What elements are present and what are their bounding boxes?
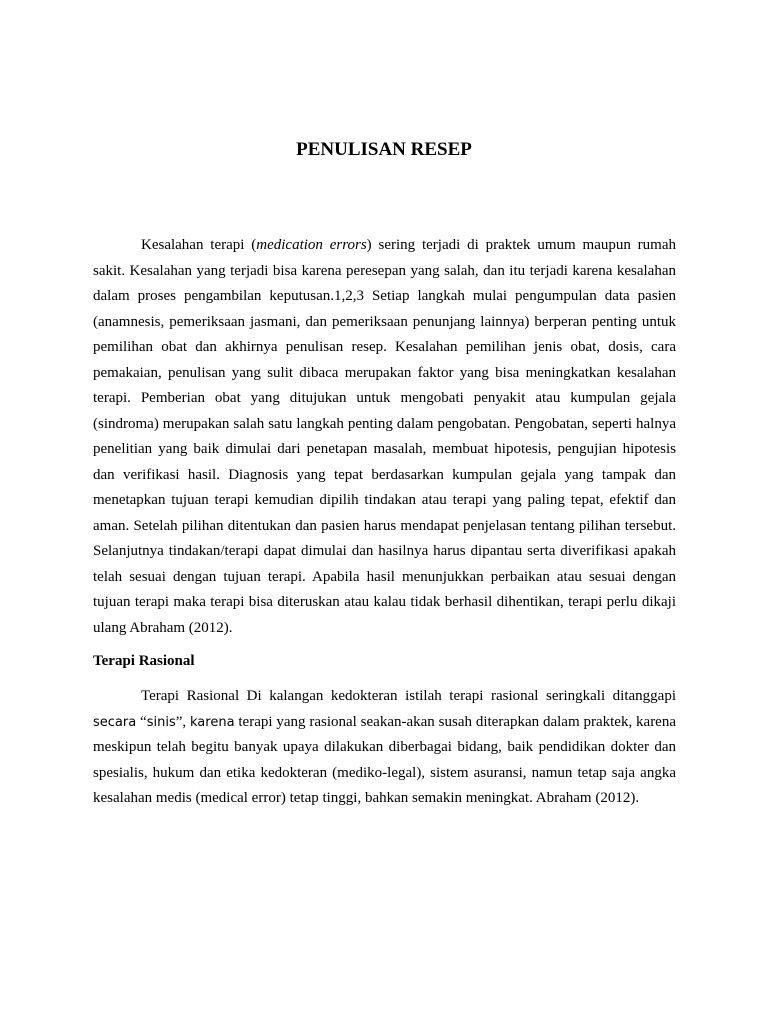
paragraph-text-segment: ”, xyxy=(175,713,190,730)
paragraph-text-segment-sans: karena xyxy=(190,714,235,730)
paragraph-text-segment: “ xyxy=(136,713,147,730)
paragraph-text-segment-italic: medication errors xyxy=(256,237,367,253)
section-heading: Terapi Rasional xyxy=(93,653,195,669)
page-title: PENULISAN RESEP xyxy=(296,139,472,160)
paragraph-text-segment: ) sering terjadi di praktek umum maupun rumah sakit. Kesalahan yang terjadi bisa karena peresepan yang salah, dan itu terjadi karena kesalahan dalam proses pengambilan keputusan.1,2,3 Setiap langkah mulai pengumpulan data pasien (anamnesis, pemeriksaan jasmani, dan pemeriksaan penunjang lainnya) berperan penting untuk pemilihan obat dan akhirnya penulisan resep. Kesalahan pemilihan jenis obat, dosis, cara pemakaian, penulisan yang sulit dibaca merupakan faktor yang bisa meningkatkan kesalahan terapi. Pemberian obat yang ditujukan untuk mengobati penyakit atau kumpulan gejala (sindroma) merupakan salah satu langkah penting dalam pengobatan. Pengobatan, seperti halnya penelitian yang baik dimulai dari penetapan masalah, membuat hipotesis, pengujian hipotesis dan verifikasi hasil. Diagnosis yang tepat berdasarkan kumpulan gejala yang tampak dan menetapkan tujuan terapi kemudian dipilih tindakan atau terapi yang paling tepat, efektif dan aman. Setelah pilihan ditentukan dan pasien harus mendapat penjelasan tentang pilihan tersebut. Selanjutnya tindakan/terapi dapat dimulai dan hasilnya harus dipantau serta diverifikasi apakah telah sesuai dengan tujuan terapi. Apabila hasil menunjukkan perbaikan atau sesuai dengan tujuan terapi maka terapi bisa diteruskan atau kalau tidak berhasil dihentikan, terapi perlu dikaji ulang Abraham (2012). xyxy=(93,237,676,636)
paragraph-text-segment-sans: sinis xyxy=(146,714,176,730)
paragraph-text-segment: Terapi Rasional Di kalangan kedokteran istilah terapi rasional seringkali ditanggapi xyxy=(141,688,676,704)
intro-paragraph xyxy=(93,233,676,641)
rational-therapy-paragraph xyxy=(93,684,676,812)
paragraph-text-segment: terapi yang rasional seakan-akan susah diterapkan dalam praktek, karena meskipun telah begitu banyak upaya dilakukan diberbagai bidang, baik pendidikan dokter dan spesialis, hukum dan etika kedokteran (mediko-legal), sistem asuransi, namun tetap saja angka kesalahan medis (medical error) tetap tinggi, bahkan semakin meningkat. Abraham (2012). xyxy=(93,713,677,806)
paragraph-text-segment: Kesalahan terapi ( xyxy=(141,237,257,253)
paragraph-text-segment-sans: secara xyxy=(93,714,137,730)
